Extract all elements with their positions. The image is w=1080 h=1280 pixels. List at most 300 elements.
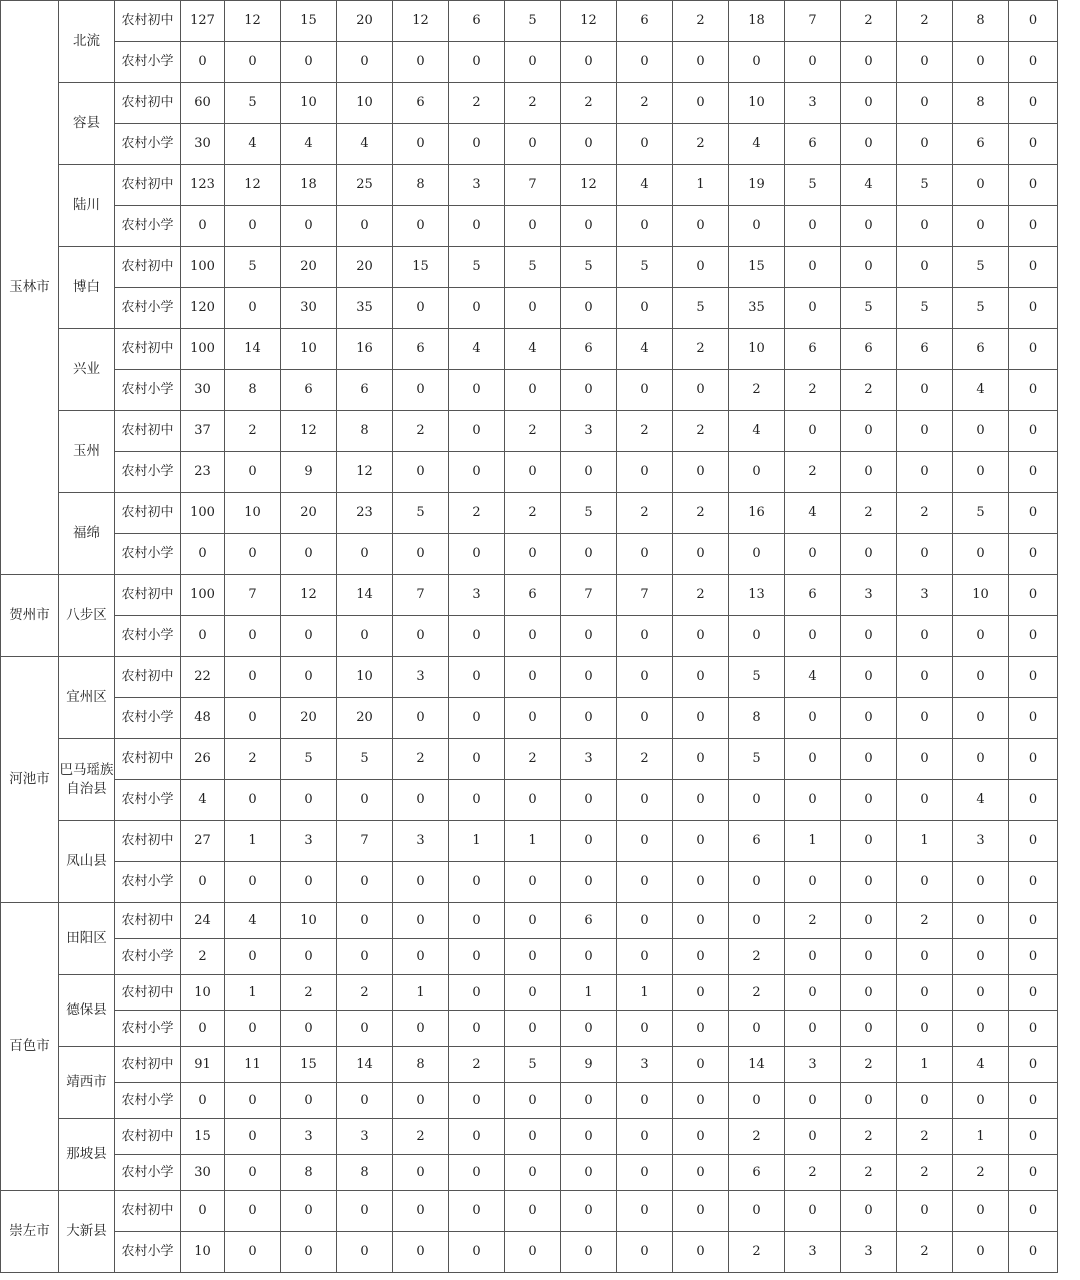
subject-count-cell: 0	[337, 780, 393, 821]
subject-count-cell: 0	[1009, 975, 1058, 1011]
subject-count-cell: 6	[729, 821, 785, 862]
subject-count-cell: 0	[729, 534, 785, 575]
subject-count-cell: 0	[505, 1011, 561, 1047]
table-row	[1, 206, 1058, 247]
school-type-cell: 农村小学	[115, 534, 181, 575]
subject-count-cell: 4	[617, 165, 673, 206]
subject-count-cell: 0	[785, 411, 841, 452]
subject-count-cell: 0	[281, 939, 337, 975]
subject-count-cell: 3	[337, 1119, 393, 1155]
subject-count-cell: 5	[729, 657, 785, 698]
subject-count-cell: 0	[281, 780, 337, 821]
subject-count-cell: 5	[561, 493, 617, 534]
county-cell: 凤山县	[59, 821, 115, 903]
subject-count-cell: 1	[617, 975, 673, 1011]
subject-count-cell: 15	[281, 1047, 337, 1083]
subject-count-cell: 0	[225, 1083, 281, 1119]
subject-count-cell: 2	[785, 1155, 841, 1191]
total-cell: 100	[181, 575, 225, 616]
subject-count-cell: 2	[673, 329, 729, 370]
subject-count-cell: 0	[449, 411, 505, 452]
subject-count-cell: 12	[561, 1, 617, 42]
table-row	[1, 1191, 1058, 1232]
subject-count-cell: 5	[505, 247, 561, 288]
table-row	[1, 780, 1058, 821]
subject-count-cell: 0	[225, 1011, 281, 1047]
subject-count-cell: 0	[281, 42, 337, 83]
subject-count-cell: 0	[673, 247, 729, 288]
subject-count-cell: 0	[785, 975, 841, 1011]
total-cell: 48	[181, 698, 225, 739]
subject-count-cell: 2	[897, 1155, 953, 1191]
subject-count-cell: 0	[1009, 165, 1058, 206]
subject-count-cell: 0	[841, 83, 897, 124]
school-type-cell: 农村小学	[115, 1155, 181, 1191]
school-type-cell: 农村小学	[115, 124, 181, 165]
total-cell: 0	[181, 42, 225, 83]
school-type-cell: 农村初中	[115, 975, 181, 1011]
county-cell: 德保县	[59, 975, 115, 1047]
subject-count-cell: 0	[841, 939, 897, 975]
subject-count-cell: 2	[729, 370, 785, 411]
city-cell: 玉林市	[1, 1, 59, 575]
total-cell: 22	[181, 657, 225, 698]
table-row	[1, 42, 1058, 83]
subject-count-cell: 0	[953, 698, 1009, 739]
subject-count-cell: 0	[337, 1083, 393, 1119]
subject-count-cell: 2	[673, 493, 729, 534]
subject-count-cell: 0	[841, 862, 897, 903]
subject-count-cell: 9	[281, 452, 337, 493]
subject-count-cell: 23	[337, 493, 393, 534]
school-type-cell: 农村初中	[115, 247, 181, 288]
county-cell: 巴马瑶族自治县	[59, 739, 115, 821]
subject-count-cell: 2	[729, 975, 785, 1011]
subject-count-cell: 11	[225, 1047, 281, 1083]
subject-count-cell: 8	[729, 698, 785, 739]
subject-count-cell: 0	[897, 739, 953, 780]
subject-count-cell: 0	[505, 903, 561, 939]
subject-count-cell: 2	[617, 493, 673, 534]
subject-count-cell: 0	[449, 1083, 505, 1119]
subject-count-cell: 0	[1009, 1232, 1058, 1273]
subject-count-cell: 0	[1009, 821, 1058, 862]
subject-count-cell: 2	[841, 370, 897, 411]
total-cell: 0	[181, 206, 225, 247]
subject-count-cell: 35	[337, 288, 393, 329]
school-type-cell: 农村初中	[115, 411, 181, 452]
subject-count-cell: 3	[841, 1232, 897, 1273]
total-cell: 0	[181, 862, 225, 903]
subject-count-cell: 0	[393, 1083, 449, 1119]
subject-count-cell: 5	[617, 247, 673, 288]
subject-count-cell: 0	[281, 534, 337, 575]
subject-count-cell: 0	[953, 165, 1009, 206]
subject-count-cell: 0	[673, 616, 729, 657]
total-cell: 100	[181, 493, 225, 534]
subject-count-cell: 0	[673, 42, 729, 83]
county-cell: 田阳区	[59, 903, 115, 975]
subject-count-cell: 0	[953, 1011, 1009, 1047]
school-type-cell: 农村初中	[115, 903, 181, 939]
subject-count-cell: 0	[953, 1191, 1009, 1232]
subject-count-cell: 0	[561, 1191, 617, 1232]
subject-count-cell: 0	[841, 1191, 897, 1232]
subject-count-cell: 16	[337, 329, 393, 370]
county-cell: 博白	[59, 247, 115, 329]
subject-count-cell: 0	[225, 534, 281, 575]
subject-count-cell: 0	[449, 780, 505, 821]
subject-count-cell: 0	[841, 206, 897, 247]
subject-count-cell: 0	[337, 903, 393, 939]
subject-count-cell: 0	[953, 903, 1009, 939]
subject-count-cell: 0	[281, 616, 337, 657]
table-row	[1, 288, 1058, 329]
subject-count-cell: 0	[225, 1232, 281, 1273]
subject-count-cell: 6	[617, 1, 673, 42]
subject-count-cell: 2	[729, 939, 785, 975]
subject-count-cell: 0	[225, 862, 281, 903]
subject-count-cell: 5	[505, 1, 561, 42]
subject-count-cell: 6	[505, 575, 561, 616]
subject-count-cell: 12	[281, 411, 337, 452]
subject-count-cell: 0	[561, 1232, 617, 1273]
subject-count-cell: 0	[449, 534, 505, 575]
total-cell: 30	[181, 370, 225, 411]
subject-count-cell: 15	[281, 1, 337, 42]
school-type-cell: 农村小学	[115, 370, 181, 411]
subject-count-cell: 0	[673, 698, 729, 739]
county-cell: 那坡县	[59, 1119, 115, 1191]
total-cell: 10	[181, 1232, 225, 1273]
subject-count-cell: 0	[393, 1011, 449, 1047]
total-cell: 2	[181, 939, 225, 975]
subject-count-cell: 0	[729, 903, 785, 939]
subject-count-cell: 2	[561, 83, 617, 124]
subject-count-cell: 10	[337, 657, 393, 698]
subject-count-cell: 1	[561, 975, 617, 1011]
county-cell: 玉州	[59, 411, 115, 493]
subject-count-cell: 0	[561, 780, 617, 821]
subject-count-cell: 6	[953, 124, 1009, 165]
subject-count-cell: 0	[225, 1119, 281, 1155]
subject-count-cell: 8	[953, 83, 1009, 124]
subject-count-cell: 0	[841, 42, 897, 83]
subject-count-cell: 0	[673, 821, 729, 862]
subject-count-cell: 0	[953, 452, 1009, 493]
subject-count-cell: 0	[1009, 534, 1058, 575]
subject-count-cell: 0	[505, 780, 561, 821]
subject-count-cell: 0	[505, 939, 561, 975]
table-row	[1, 247, 1058, 288]
subject-count-cell: 6	[897, 329, 953, 370]
subject-count-cell: 12	[281, 575, 337, 616]
subject-count-cell: 0	[953, 616, 1009, 657]
subject-count-cell: 1	[225, 821, 281, 862]
subject-count-cell: 0	[1009, 616, 1058, 657]
subject-count-cell: 0	[785, 616, 841, 657]
subject-count-cell: 2	[841, 493, 897, 534]
subject-count-cell: 0	[225, 616, 281, 657]
subject-count-cell: 2	[281, 975, 337, 1011]
subject-count-cell: 0	[449, 288, 505, 329]
total-cell: 0	[181, 1191, 225, 1232]
subject-count-cell: 0	[673, 739, 729, 780]
subject-count-cell: 0	[505, 370, 561, 411]
subject-count-cell: 0	[617, 1083, 673, 1119]
subject-count-cell: 0	[337, 616, 393, 657]
subject-count-cell: 14	[729, 1047, 785, 1083]
subject-count-cell: 0	[841, 657, 897, 698]
subject-count-cell: 5	[729, 739, 785, 780]
table-row	[1, 452, 1058, 493]
subject-count-cell: 6	[953, 329, 1009, 370]
county-cell: 北流	[59, 1, 115, 83]
subject-count-cell: 0	[449, 939, 505, 975]
county-cell: 容县	[59, 83, 115, 165]
school-type-cell: 农村小学	[115, 288, 181, 329]
subject-count-cell: 7	[225, 575, 281, 616]
school-type-cell: 农村小学	[115, 616, 181, 657]
subject-count-cell: 0	[449, 1191, 505, 1232]
subject-count-cell: 5	[561, 247, 617, 288]
subject-count-cell: 0	[729, 1083, 785, 1119]
subject-count-cell: 2	[897, 903, 953, 939]
subject-count-cell: 0	[561, 124, 617, 165]
subject-count-cell: 0	[785, 739, 841, 780]
subject-count-cell: 0	[1009, 206, 1058, 247]
subject-count-cell: 6	[449, 1, 505, 42]
total-cell: 4	[181, 780, 225, 821]
subject-count-cell: 7	[505, 165, 561, 206]
subject-count-cell: 0	[785, 247, 841, 288]
total-cell: 15	[181, 1119, 225, 1155]
subject-count-cell: 2	[897, 1, 953, 42]
city-cell: 贺州市	[1, 575, 59, 657]
subject-count-cell: 3	[393, 821, 449, 862]
subject-count-cell: 4	[785, 657, 841, 698]
subject-count-cell: 2	[449, 1047, 505, 1083]
total-cell: 91	[181, 1047, 225, 1083]
subject-count-cell: 0	[785, 939, 841, 975]
subject-count-cell: 0	[729, 42, 785, 83]
subject-count-cell: 5	[953, 493, 1009, 534]
subject-count-cell: 0	[953, 1232, 1009, 1273]
subject-count-cell: 0	[225, 1155, 281, 1191]
subject-count-cell: 0	[337, 1232, 393, 1273]
subject-count-cell: 0	[673, 370, 729, 411]
subject-count-cell: 0	[1009, 739, 1058, 780]
table-row	[1, 534, 1058, 575]
subject-count-cell: 0	[785, 534, 841, 575]
subject-count-cell: 9	[561, 1047, 617, 1083]
subject-count-cell: 0	[561, 42, 617, 83]
subject-count-cell: 0	[897, 124, 953, 165]
subject-count-cell: 8	[281, 1155, 337, 1191]
total-cell: 24	[181, 903, 225, 939]
subject-count-cell: 0	[841, 616, 897, 657]
city-cell: 河池市	[1, 657, 59, 903]
table-row	[1, 975, 1058, 1011]
subject-count-cell: 0	[1009, 1155, 1058, 1191]
subject-count-cell: 0	[617, 534, 673, 575]
subject-count-cell: 0	[841, 739, 897, 780]
subject-count-cell: 0	[561, 698, 617, 739]
subject-count-cell: 5	[953, 247, 1009, 288]
subject-count-cell: 20	[281, 493, 337, 534]
table-row	[1, 1232, 1058, 1273]
subject-count-cell: 1	[225, 975, 281, 1011]
subject-count-cell: 0	[841, 452, 897, 493]
subject-count-cell: 5	[225, 247, 281, 288]
subject-count-cell: 4	[729, 411, 785, 452]
subject-count-cell: 0	[897, 1191, 953, 1232]
subject-count-cell: 0	[449, 1155, 505, 1191]
subject-count-cell: 0	[841, 124, 897, 165]
subject-count-cell: 0	[393, 903, 449, 939]
subject-count-cell: 2	[673, 575, 729, 616]
school-type-cell: 农村初中	[115, 657, 181, 698]
total-cell: 0	[181, 616, 225, 657]
subject-count-cell: 0	[281, 1083, 337, 1119]
subject-count-cell: 6	[281, 370, 337, 411]
subject-count-cell: 0	[393, 288, 449, 329]
school-type-cell: 农村小学	[115, 1011, 181, 1047]
subject-count-cell: 25	[337, 165, 393, 206]
subject-count-cell: 18	[729, 1, 785, 42]
subject-count-cell: 4	[953, 780, 1009, 821]
subject-count-cell: 1	[785, 821, 841, 862]
subject-count-cell: 0	[785, 780, 841, 821]
subject-count-cell: 2	[841, 1155, 897, 1191]
subject-count-cell: 0	[561, 1011, 617, 1047]
subject-count-cell: 2	[505, 739, 561, 780]
subject-count-cell: 8	[225, 370, 281, 411]
subject-count-cell: 0	[729, 1011, 785, 1047]
subject-count-cell: 0	[1009, 370, 1058, 411]
county-cell: 大新县	[59, 1191, 115, 1273]
subject-count-cell: 0	[729, 1191, 785, 1232]
subject-count-cell: 0	[953, 534, 1009, 575]
subject-count-cell: 0	[617, 698, 673, 739]
school-type-cell: 农村小学	[115, 452, 181, 493]
subject-count-cell: 0	[505, 1083, 561, 1119]
subject-count-cell: 0	[337, 42, 393, 83]
subject-count-cell: 0	[505, 534, 561, 575]
subject-count-cell: 0	[393, 124, 449, 165]
subject-count-cell: 0	[841, 903, 897, 939]
subject-count-cell: 0	[449, 1011, 505, 1047]
subject-count-cell: 0	[449, 1232, 505, 1273]
subject-count-cell: 0	[617, 821, 673, 862]
subject-count-cell: 3	[449, 165, 505, 206]
subject-count-cell: 0	[1009, 1, 1058, 42]
subject-count-cell: 0	[897, 411, 953, 452]
school-type-cell: 农村初中	[115, 1119, 181, 1155]
subject-count-cell: 0	[729, 780, 785, 821]
subject-count-cell: 0	[1009, 903, 1058, 939]
subject-count-cell: 0	[561, 939, 617, 975]
subject-count-cell: 2	[897, 493, 953, 534]
subject-count-cell: 0	[841, 534, 897, 575]
subject-count-cell: 5	[225, 83, 281, 124]
subject-count-cell: 0	[393, 42, 449, 83]
subject-count-cell: 2	[393, 1119, 449, 1155]
subject-count-cell: 10	[281, 329, 337, 370]
subject-count-cell: 0	[449, 903, 505, 939]
city-cell: 百色市	[1, 903, 59, 1191]
subject-count-cell: 6	[785, 329, 841, 370]
subject-count-cell: 0	[673, 780, 729, 821]
school-type-cell: 农村初中	[115, 329, 181, 370]
subject-count-cell: 0	[953, 862, 1009, 903]
subject-count-cell: 0	[953, 657, 1009, 698]
subject-count-cell: 0	[897, 698, 953, 739]
subject-count-cell: 0	[785, 862, 841, 903]
school-type-cell: 农村小学	[115, 939, 181, 975]
subject-count-cell: 0	[1009, 1011, 1058, 1047]
subject-count-cell: 0	[673, 83, 729, 124]
total-cell: 0	[181, 1083, 225, 1119]
subject-count-cell: 0	[617, 288, 673, 329]
subject-count-cell: 0	[617, 124, 673, 165]
subject-count-cell: 0	[449, 1119, 505, 1155]
subject-count-cell: 0	[673, 1232, 729, 1273]
subject-count-cell: 0	[673, 939, 729, 975]
table-row	[1, 903, 1058, 939]
subject-count-cell: 20	[281, 698, 337, 739]
school-type-cell: 农村小学	[115, 42, 181, 83]
school-type-cell: 农村初中	[115, 821, 181, 862]
subject-count-cell: 5	[897, 165, 953, 206]
subject-count-cell: 0	[953, 1083, 1009, 1119]
subject-count-cell: 0	[673, 903, 729, 939]
subject-count-cell: 0	[449, 206, 505, 247]
subject-count-cell: 0	[617, 939, 673, 975]
subject-count-cell: 3	[393, 657, 449, 698]
subject-count-cell: 0	[841, 975, 897, 1011]
subject-count-cell: 0	[337, 1191, 393, 1232]
subject-count-cell: 12	[337, 452, 393, 493]
subject-count-cell: 0	[617, 862, 673, 903]
subject-count-cell: 2	[729, 1232, 785, 1273]
table-row	[1, 1155, 1058, 1191]
subject-count-cell: 0	[897, 780, 953, 821]
subject-count-cell: 0	[785, 1119, 841, 1155]
county-cell: 八步区	[59, 575, 115, 657]
table-row	[1, 862, 1058, 903]
subject-count-cell: 5	[505, 1047, 561, 1083]
subject-count-cell: 0	[225, 939, 281, 975]
subject-count-cell: 0	[953, 411, 1009, 452]
subject-count-cell: 0	[225, 657, 281, 698]
subject-count-cell: 2	[673, 1, 729, 42]
subject-count-cell: 3	[953, 821, 1009, 862]
subject-count-cell: 3	[561, 411, 617, 452]
subject-count-cell: 3	[281, 1119, 337, 1155]
subject-count-cell: 13	[729, 575, 785, 616]
subject-count-cell: 15	[393, 247, 449, 288]
subject-count-cell: 0	[561, 370, 617, 411]
subject-count-cell: 0	[1009, 780, 1058, 821]
subject-count-cell: 1	[393, 975, 449, 1011]
subject-count-cell: 0	[393, 616, 449, 657]
subject-count-cell: 0	[897, 1083, 953, 1119]
subject-count-cell: 2	[393, 739, 449, 780]
subject-count-cell: 10	[729, 83, 785, 124]
subject-count-cell: 0	[953, 206, 1009, 247]
subject-count-cell: 0	[561, 1155, 617, 1191]
